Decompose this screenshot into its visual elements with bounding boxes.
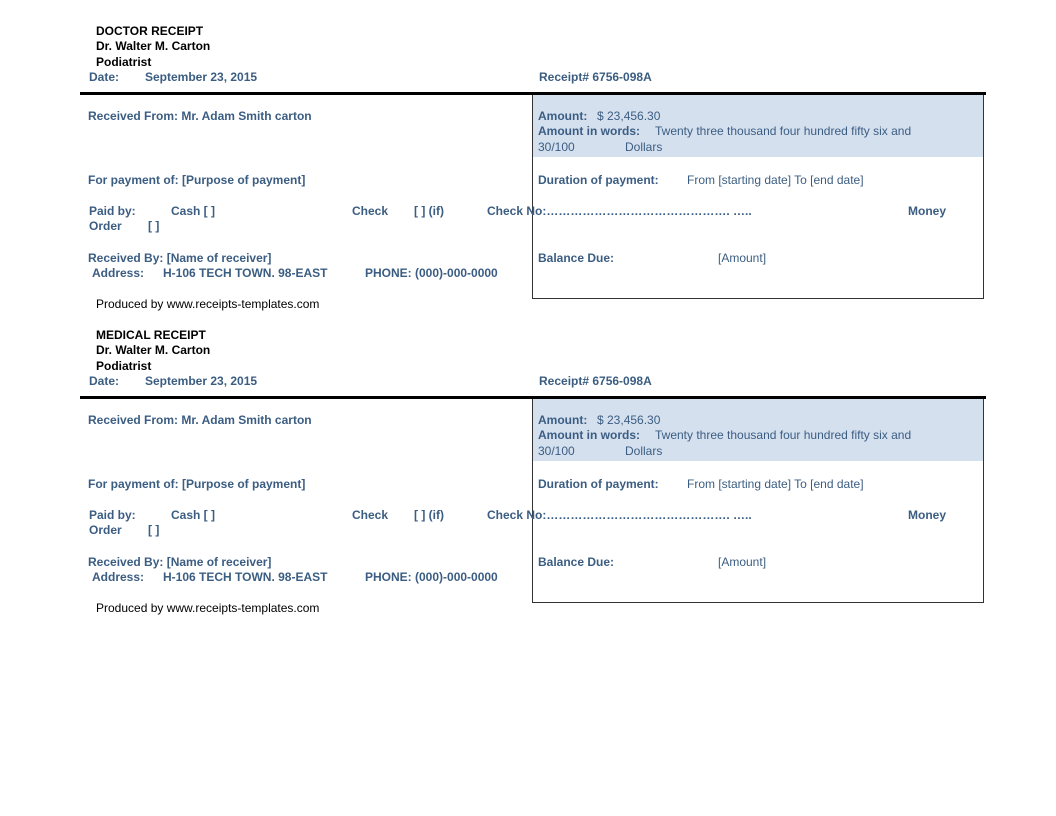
check-label: Check — [352, 508, 389, 522]
date-label: Date: — [89, 70, 120, 84]
receipt-title: MEDICAL RECEIPT — [96, 328, 206, 342]
amount-words-dollars: Dollars — [625, 444, 663, 458]
doctor-specialty: Podiatrist — [96, 359, 152, 373]
check-checkbox: [ ] (if) — [414, 508, 444, 522]
money-order-checkbox: [ ] — [148, 219, 160, 233]
date-value: September 23, 2015 — [145, 374, 258, 388]
amount-words-fraction: 30/100 — [538, 140, 575, 154]
phone-number: PHONE: (000)-000-0000 — [365, 570, 498, 584]
date-label: Date: — [89, 374, 120, 388]
paid-by-label: Paid by: — [89, 204, 136, 218]
amount-label: Amount: — [538, 109, 588, 123]
balance-value: [Amount] — [718, 555, 767, 569]
money-label: Money — [908, 204, 947, 218]
check-checkbox: [ ] (if) — [414, 204, 444, 218]
amount-value: $ 23,456.30 — [597, 413, 661, 427]
produced-by-link[interactable]: Produced by www.receipts-templates.com — [96, 601, 320, 615]
amount-value: $ 23,456.30 — [597, 109, 661, 123]
amount-label: Amount: — [538, 413, 588, 427]
address-value: H-106 TECH TOWN. 98-EAST — [163, 266, 328, 280]
cash-checkbox: Cash [ ] — [171, 204, 216, 218]
amount-words-dollars: Dollars — [625, 140, 663, 154]
amount-words-line1: Twenty three thousand four hundred fifty six and — [655, 428, 912, 442]
doctor-specialty: Podiatrist — [96, 55, 152, 69]
balance-label: Balance Due: — [538, 555, 615, 569]
receipt-title: DOCTOR RECEIPT — [96, 24, 204, 38]
duration-value: From [starting date] To [end date] — [687, 477, 864, 491]
amount-words-label: Amount in words: — [538, 428, 640, 442]
order-label: Order — [89, 219, 122, 233]
order-label: Order — [89, 523, 122, 537]
address-value: H-106 TECH TOWN. 98-EAST — [163, 570, 328, 584]
balance-label: Balance Due: — [538, 251, 615, 265]
duration-label: Duration of payment: — [538, 477, 659, 491]
payment-purpose: For payment of: [Purpose of payment] — [88, 477, 306, 491]
address-label: Address: — [92, 266, 145, 280]
produced-by-link[interactable]: Produced by www.receipts-templates.com — [96, 297, 320, 311]
amount-words-fraction: 30/100 — [538, 444, 575, 458]
check-number: Check No:………………………………………. ….. — [487, 204, 752, 218]
doctor-name: Dr. Walter M. Carton — [96, 39, 211, 53]
receipt-doctor — [0, 0, 1056, 311]
money-order-checkbox: [ ] — [148, 523, 160, 537]
check-label: Check — [352, 204, 389, 218]
amount-words-label: Amount in words: — [538, 124, 640, 138]
received-from: Received From: Mr. Adam Smith carton — [88, 413, 312, 427]
receipt-number: Receipt# 6756-098A — [539, 374, 652, 388]
receipt-medical — [0, 304, 1056, 615]
cash-checkbox: Cash [ ] — [171, 508, 216, 522]
money-label: Money — [908, 508, 947, 522]
receipt-number: Receipt# 6756-098A — [539, 70, 652, 84]
address-label: Address: — [92, 570, 145, 584]
date-value: September 23, 2015 — [145, 70, 258, 84]
received-from: Received From: Mr. Adam Smith carton — [88, 109, 312, 123]
duration-label: Duration of payment: — [538, 173, 659, 187]
check-number: Check No:………………………………………. ….. — [487, 508, 752, 522]
balance-value: [Amount] — [718, 251, 767, 265]
amount-words-line1: Twenty three thousand four hundred fifty six and — [655, 124, 912, 138]
duration-value: From [starting date] To [end date] — [687, 173, 864, 187]
received-by: Received By: [Name of receiver] — [88, 251, 272, 265]
doctor-name: Dr. Walter M. Carton — [96, 343, 211, 357]
received-by: Received By: [Name of receiver] — [88, 555, 272, 569]
paid-by-label: Paid by: — [89, 508, 136, 522]
payment-purpose: For payment of: [Purpose of payment] — [88, 173, 306, 187]
phone-number: PHONE: (000)-000-0000 — [365, 266, 498, 280]
